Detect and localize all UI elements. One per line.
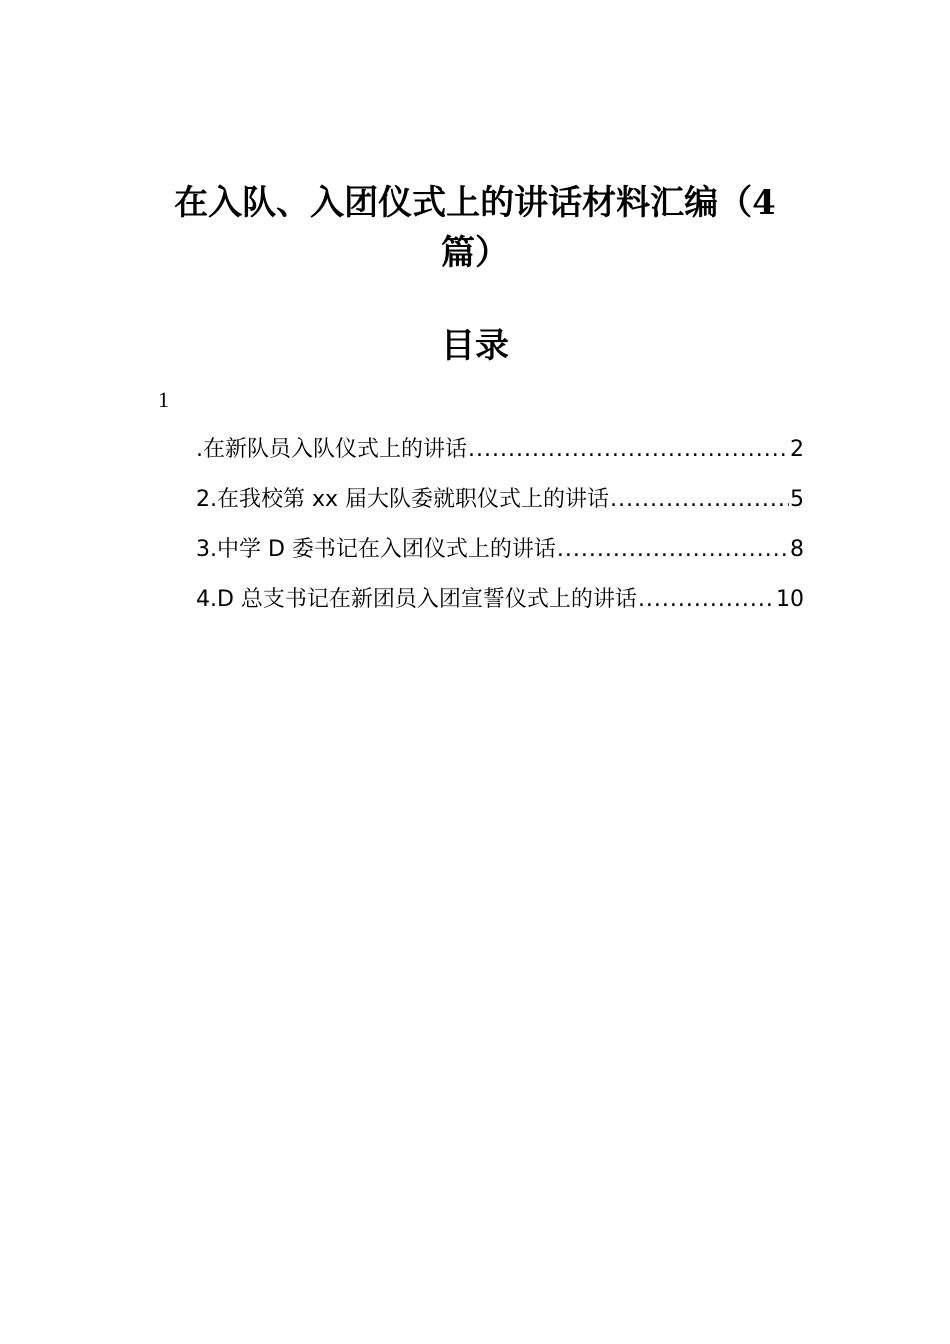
toc-heading: 目录: [441, 326, 509, 366]
toc-entry-title: .在新队员入队仪式上的讲话: [196, 437, 467, 462]
toc-entry[interactable]: [196, 532, 804, 582]
toc-entry-title: 3.中学 D 委书记在入团仪式上的讲话: [196, 537, 556, 562]
toc-entry-title: 2.在我校第 xx 届大队委就职仪式上的讲话: [196, 487, 610, 512]
list-number-marker: 1: [158, 387, 169, 412]
table-of-contents: [196, 432, 804, 632]
toc-entry-page-number: 2: [790, 437, 804, 462]
toc-entry[interactable]: [196, 482, 804, 532]
toc-entry-page-number: 5: [790, 487, 804, 512]
document-title-line-2: 篇）: [441, 233, 509, 273]
toc-entry-page-number: 8: [790, 537, 804, 562]
document-title: [150, 178, 800, 278]
toc-dot-leader: [610, 482, 789, 518]
toc-entry-title: 4.D 总支书记在新团员入团宣誓仪式上的讲话: [196, 587, 637, 612]
toc-dot-leader: [468, 432, 789, 468]
toc-entry-page-number: 10: [776, 587, 804, 612]
toc-dot-leader: [638, 582, 775, 618]
document-title-line-1: 在入队、入团仪式上的讲话材料汇编（4: [174, 183, 776, 223]
toc-entry[interactable]: [196, 582, 804, 632]
toc-dot-leader: [557, 532, 789, 568]
toc-entry[interactable]: [196, 432, 804, 482]
